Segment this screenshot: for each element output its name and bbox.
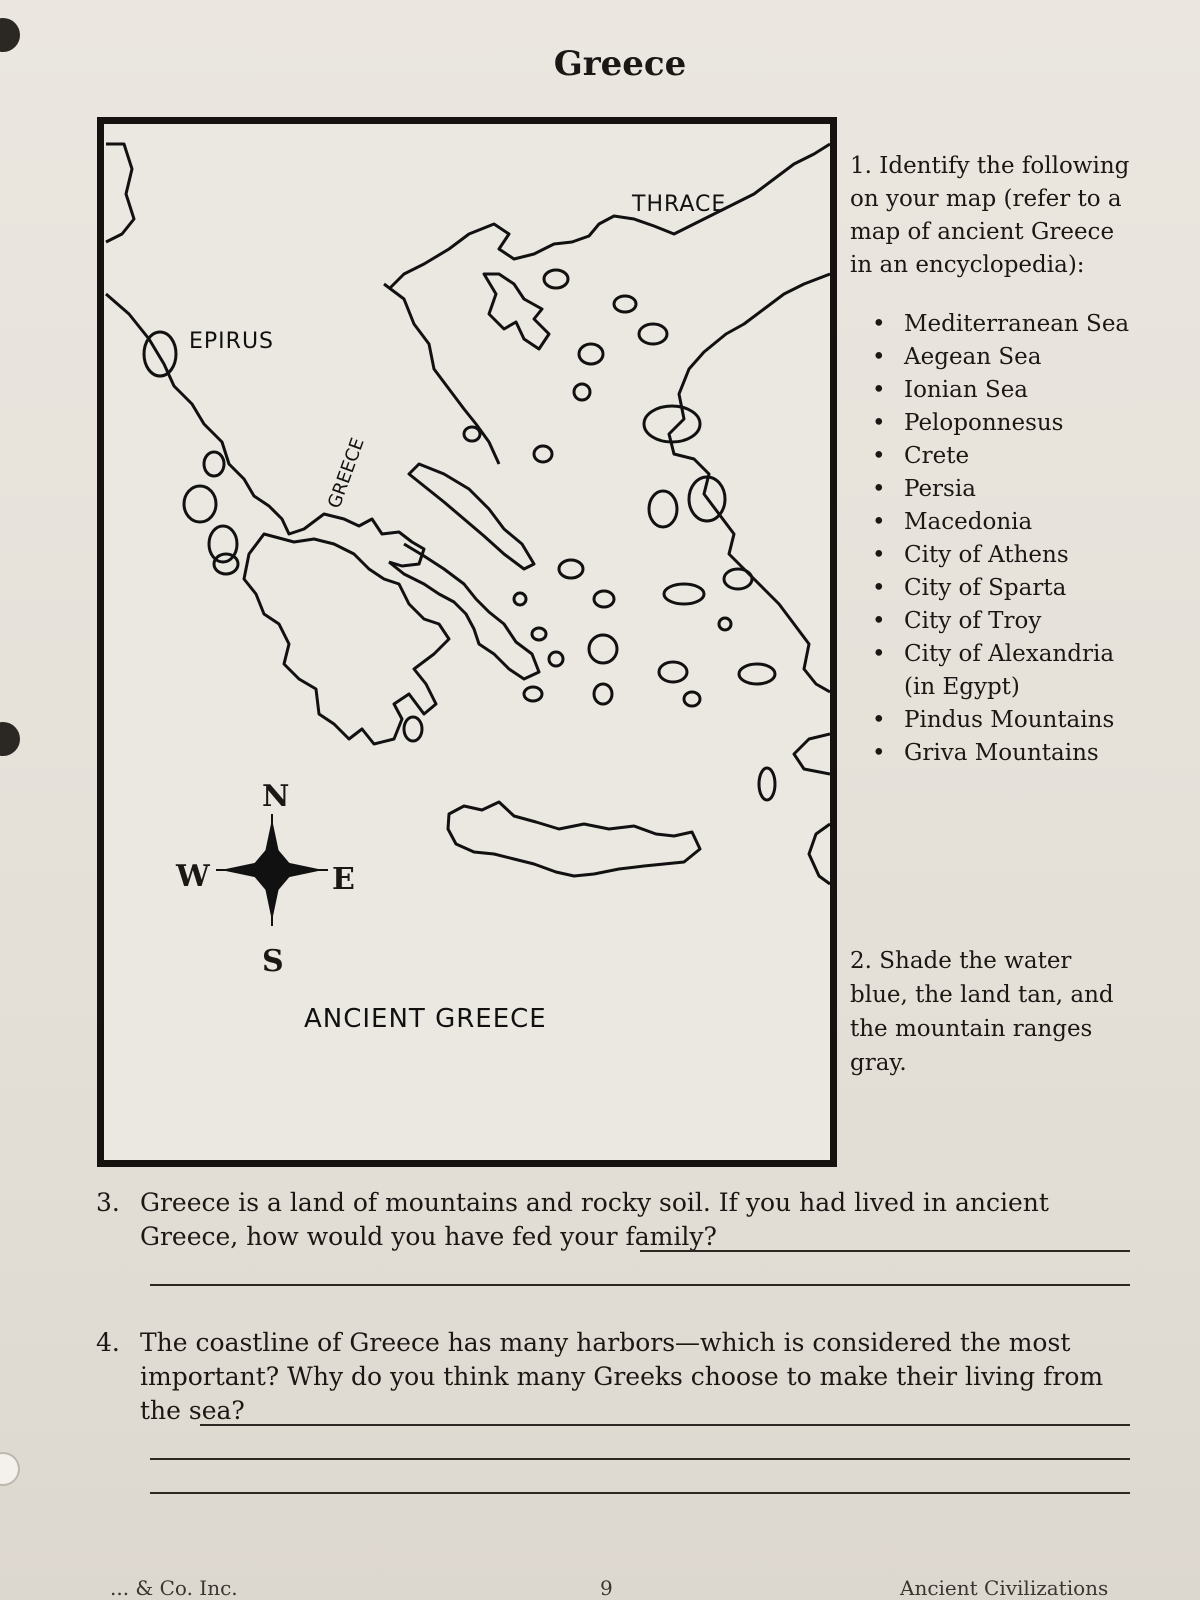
map-label-thrace: THRACE — [632, 192, 727, 217]
question-1-number: 1. — [850, 153, 872, 179]
answer-line[interactable] — [150, 1284, 1130, 1286]
question-1-text: Identify the following on your map (refer to a map of ancient Greece in an encyclopedia): — [850, 153, 1130, 278]
coastline-macedonia — [384, 284, 499, 464]
list-item: • Pindus Mountains — [850, 704, 1130, 737]
list-item: • City of Troy — [850, 605, 1130, 638]
page-title: Greece — [553, 44, 687, 84]
list-item: • Mediterranean Sea — [850, 308, 1130, 341]
compass-rose — [216, 814, 328, 926]
identify-list — [850, 308, 1130, 770]
coastline-southeast — [809, 824, 830, 884]
list-item: • City of Athens — [850, 539, 1130, 572]
map-of-ancient-greece — [97, 117, 837, 1167]
question-2-number: 2. — [850, 948, 872, 974]
footer-book-title: Ancient Civilizations — [900, 1576, 1109, 1600]
island-euboea — [409, 464, 534, 569]
list-item: • Macedonia — [850, 506, 1130, 539]
map-label-epirus: EPIRUS — [189, 329, 275, 354]
answer-line[interactable] — [150, 1492, 1130, 1494]
compass-north: N — [262, 779, 290, 814]
list-item: • Griva Mountains — [850, 737, 1130, 770]
list-item: • Peloponnesus — [850, 407, 1130, 440]
list-item: • Persia — [850, 473, 1130, 506]
list-item: • City of Alexandria (in Egypt) — [850, 638, 1130, 704]
question-4-number: 4. — [96, 1328, 120, 1357]
coastline-italy — [106, 144, 134, 242]
list-item: • City of Sparta — [850, 572, 1130, 605]
question-2-text: Shade the water blue, the land tan, and the mountain ranges gray. — [850, 948, 1114, 1076]
peninsula-chalkidiki — [484, 274, 549, 349]
compass-east: E — [332, 862, 355, 897]
question-2 — [850, 944, 1130, 1080]
coastline-asia-minor-south — [794, 734, 830, 774]
island-crete — [448, 802, 700, 876]
answer-line[interactable] — [200, 1424, 1130, 1426]
question-3-text: Greece is a land of mountains and rocky soil. If you had lived in ancient Greece, how would you have fed your family? — [140, 1188, 1049, 1251]
compass-west: W — [176, 859, 210, 894]
coastline-north — [389, 144, 830, 289]
list-item: • Aegean Sea — [850, 341, 1130, 374]
map-title-ancient-greece: ANCIENT GREECE — [304, 1004, 547, 1034]
question-3-number: 3. — [96, 1188, 120, 1217]
compass-south: S — [262, 944, 284, 979]
answer-line[interactable] — [150, 1458, 1130, 1460]
footer-publisher: ... & Co. Inc. — [110, 1576, 238, 1600]
answer-line[interactable] — [640, 1250, 1130, 1252]
binder-hole — [0, 722, 20, 756]
map-label-greece: GREECE — [324, 435, 369, 512]
list-item: • Crete — [850, 440, 1130, 473]
question-1 — [850, 150, 1130, 770]
binder-hole — [0, 1452, 20, 1486]
footer-page-number: 9 — [600, 1576, 613, 1600]
question-4-text: The coastline of Greece has many harbors—which is considered the most important? Why do you think many Greeks choose to make their living from the sea? — [140, 1328, 1104, 1425]
question-4 — [96, 1326, 1136, 1436]
question-3 — [96, 1186, 1136, 1296]
list-item: • Ionian Sea — [850, 374, 1130, 407]
